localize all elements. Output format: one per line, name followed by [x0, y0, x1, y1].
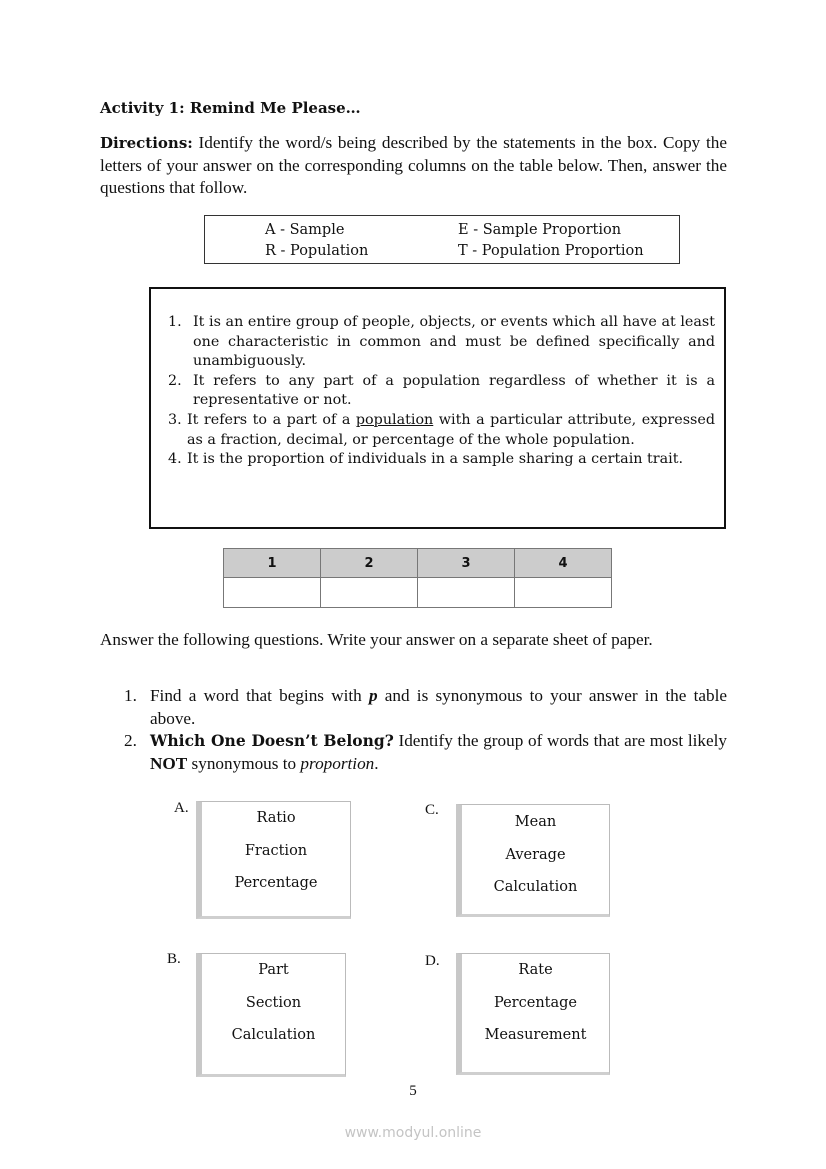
questions-list: [124, 685, 727, 775]
choice-box-d[interactable]: [456, 953, 610, 1075]
statements-box: [149, 287, 726, 529]
choice-word: Part: [258, 962, 289, 978]
answer-column-header: 4: [515, 549, 612, 578]
answer-cell[interactable]: [321, 578, 418, 608]
statement-item: 1. It is an entire group of people, objects, or events which all have at least one characteristic in common and must be defined specifically and unambiguously.: [168, 314, 715, 370]
choice-box-b[interactable]: [196, 953, 346, 1077]
answer-table: [223, 548, 612, 608]
question-item: 1. Find a word that begins with p and is synonymous to your answer in the table above.: [124, 686, 727, 728]
answer-column-header: 3: [418, 549, 515, 578]
answer-column-header: 2: [321, 549, 418, 578]
statement-item: 2. It refers to any part of a population regardless of whether it is a representative or not.: [168, 372, 715, 409]
choice-word: Fraction: [244, 842, 308, 859]
italic-term: proportion: [300, 753, 375, 773]
statement-item: 3. It refers to a part of a population with a particular attribute, expressed as a fraction, decimal, or percentage of the whole population.: [168, 411, 715, 448]
answer-cell[interactable]: [224, 578, 321, 608]
underlined-term: population: [355, 411, 434, 428]
bold-italic-letter: p: [368, 686, 378, 705]
answer-cell[interactable]: [418, 578, 515, 608]
choice-letter-c: C.: [425, 802, 439, 818]
answer-cell[interactable]: [515, 578, 612, 608]
choice-word: Percentage: [494, 994, 577, 1011]
page-number: 5: [409, 1083, 417, 1099]
directions-paragraph: [100, 132, 727, 200]
legend-item-t: T - Population Proportion: [458, 243, 644, 259]
answer-key-legend: [204, 215, 680, 264]
choice-box-a[interactable]: [196, 801, 351, 919]
activity-title: Activity 1: Remind Me Please…: [100, 99, 361, 117]
legend-item-a: A - Sample: [265, 222, 345, 238]
choice-word: Calculation: [493, 879, 578, 895]
choice-word: Rate: [518, 962, 553, 978]
choice-letter-d: D.: [425, 953, 440, 969]
legend-item-r: R - Population: [265, 243, 369, 259]
choice-word: Percentage: [234, 875, 318, 891]
question-item: 2. Which One Doesn’t Belong? Identify the group of words that are most likely NOT synonymous to proportion.: [124, 731, 727, 773]
choice-word: Section: [245, 994, 302, 1011]
choice-word: Measurement: [484, 1027, 587, 1043]
choice-word: Calculation: [231, 1027, 316, 1043]
choice-word: Average: [505, 846, 566, 863]
choice-word: Ratio: [256, 810, 296, 826]
watermark: www.modyul.online: [344, 1125, 482, 1141]
statements-list: [168, 313, 715, 470]
emphasis-not: NOT: [150, 753, 188, 773]
directions-label: Directions:: [100, 134, 193, 152]
choice-letter-b: B.: [167, 951, 181, 967]
choice-box-c[interactable]: [456, 804, 610, 917]
answer-column-header: 1: [224, 549, 321, 578]
choice-word: Mean: [514, 814, 557, 830]
directions-text: Identify the word/s being described by the statements in the box. Copy the letters of your answer on the corresponding columns on the table below. Then, answer the questions that follow.: [100, 133, 727, 197]
question-heading: Which One Doesn’t Belong?: [150, 731, 394, 750]
legend-item-e: E - Sample Proportion: [458, 222, 622, 238]
instructions-paragraph: Answer the following questions. Write your answer on a separate sheet of paper.: [100, 630, 653, 649]
choice-letter-a: A.: [174, 800, 189, 816]
statement-item: 4. It is the proportion of individuals in a sample sharing a certain trait.: [168, 451, 684, 468]
